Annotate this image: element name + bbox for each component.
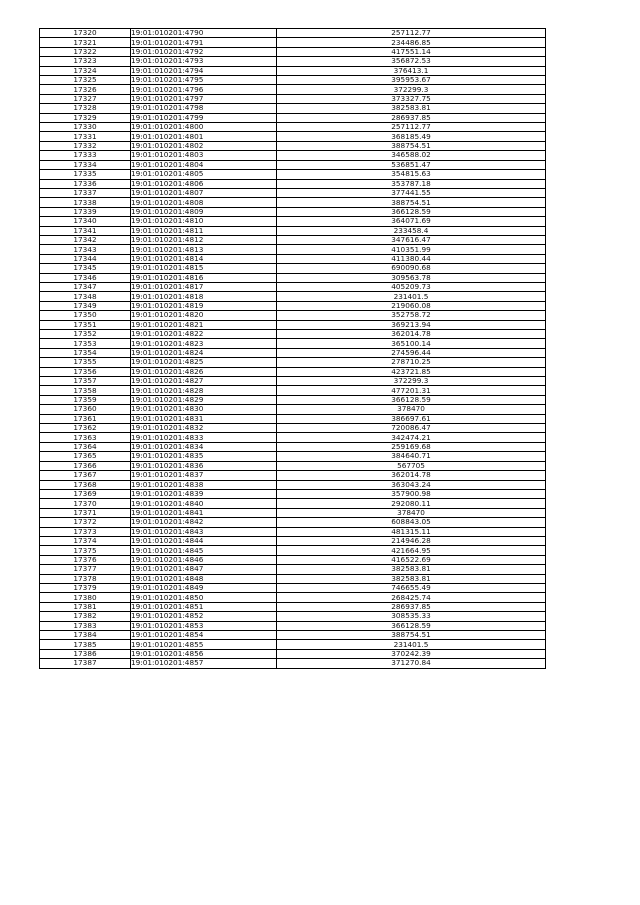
value-cell: 388754.51	[277, 141, 546, 150]
row-number-cell: 17358	[40, 386, 131, 395]
row-number-cell: 17350	[40, 311, 131, 320]
cadastral-number-cell: 19:01:010201:4849	[131, 583, 277, 592]
value-cell: 608843.05	[277, 518, 546, 527]
row-number-cell: 17372	[40, 518, 131, 527]
row-number-cell: 17329	[40, 113, 131, 122]
table-row	[40, 414, 546, 423]
table-row	[40, 141, 546, 150]
table-row	[40, 659, 546, 668]
table-row	[40, 612, 546, 621]
table-row	[40, 320, 546, 329]
value-cell: 423721.85	[277, 367, 546, 376]
value-cell: 481315.11	[277, 527, 546, 536]
cadastral-number-cell: 19:01:010201:4836	[131, 461, 277, 470]
value-cell: 421664.95	[277, 546, 546, 555]
value-cell: 366128.59	[277, 621, 546, 630]
value-cell: 366128.59	[277, 395, 546, 404]
row-number-cell: 17330	[40, 123, 131, 132]
cadastral-number-cell: 19:01:010201:4834	[131, 442, 277, 451]
table-row	[40, 424, 546, 433]
table-row	[40, 527, 546, 536]
cadastral-number-cell: 19:01:010201:4844	[131, 536, 277, 545]
value-cell: 417551.14	[277, 47, 546, 56]
row-number-cell: 17337	[40, 188, 131, 197]
table-row	[40, 273, 546, 282]
row-number-cell: 17370	[40, 499, 131, 508]
row-number-cell: 17374	[40, 536, 131, 545]
value-cell: 292080.11	[277, 499, 546, 508]
cadastral-number-cell: 19:01:010201:4799	[131, 113, 277, 122]
row-number-cell: 17347	[40, 282, 131, 291]
value-cell: 371270.84	[277, 659, 546, 668]
row-number-cell: 17361	[40, 414, 131, 423]
value-cell: 352758.72	[277, 311, 546, 320]
cadastral-number-cell: 19:01:010201:4805	[131, 170, 277, 179]
row-number-cell: 17324	[40, 66, 131, 75]
value-cell: 372299.3	[277, 85, 546, 94]
row-number-cell: 17326	[40, 85, 131, 94]
table-row	[40, 480, 546, 489]
value-cell: 234486.85	[277, 38, 546, 47]
cadastral-number-cell: 19:01:010201:4809	[131, 207, 277, 216]
table-row	[40, 170, 546, 179]
cadastral-number-cell: 19:01:010201:4835	[131, 452, 277, 461]
table-row	[40, 452, 546, 461]
cadastral-number-cell: 19:01:010201:4795	[131, 76, 277, 85]
row-number-cell: 17384	[40, 631, 131, 640]
cadastral-number-cell: 19:01:010201:4810	[131, 217, 277, 226]
table-row	[40, 621, 546, 630]
cadastral-number-cell: 19:01:010201:4820	[131, 311, 277, 320]
cadastral-number-cell: 19:01:010201:4813	[131, 245, 277, 254]
table-body	[40, 29, 546, 669]
value-cell: 366128.59	[277, 207, 546, 216]
table-row	[40, 471, 546, 480]
row-number-cell: 17328	[40, 104, 131, 113]
value-cell: 368185.49	[277, 132, 546, 141]
table-row	[40, 85, 546, 94]
table-row	[40, 442, 546, 451]
cadastral-number-cell: 19:01:010201:4842	[131, 518, 277, 527]
value-cell: 363043.24	[277, 480, 546, 489]
row-number-cell: 17356	[40, 367, 131, 376]
row-number-cell: 17342	[40, 235, 131, 244]
cadastral-number-cell: 19:01:010201:4845	[131, 546, 277, 555]
cadastral-number-cell: 19:01:010201:4846	[131, 555, 277, 564]
cadastral-number-cell: 19:01:010201:4815	[131, 264, 277, 273]
table-row	[40, 377, 546, 386]
cadastral-number-cell: 19:01:010201:4823	[131, 339, 277, 348]
cadastral-number-cell: 19:01:010201:4825	[131, 358, 277, 367]
table-row	[40, 282, 546, 291]
cadastral-number-cell: 19:01:010201:4852	[131, 612, 277, 621]
cadastral-number-cell: 19:01:010201:4804	[131, 160, 277, 169]
row-number-cell: 17341	[40, 226, 131, 235]
value-cell: 370242.39	[277, 649, 546, 658]
row-number-cell: 17340	[40, 217, 131, 226]
row-number-cell: 17366	[40, 461, 131, 470]
table-row	[40, 461, 546, 470]
value-cell: 354815.63	[277, 170, 546, 179]
value-cell: 378470	[277, 508, 546, 517]
value-cell: 384640.71	[277, 452, 546, 461]
table-row	[40, 367, 546, 376]
cadastral-number-cell: 19:01:010201:4832	[131, 424, 277, 433]
cadastral-number-cell: 19:01:010201:4812	[131, 235, 277, 244]
table-row	[40, 179, 546, 188]
cadastral-number-cell: 19:01:010201:4837	[131, 471, 277, 480]
cadastral-number-cell: 19:01:010201:4819	[131, 301, 277, 310]
value-cell: 690090.68	[277, 264, 546, 273]
table-row	[40, 235, 546, 244]
row-number-cell: 17362	[40, 424, 131, 433]
cadastral-number-cell: 19:01:010201:4855	[131, 640, 277, 649]
value-cell: 342474.21	[277, 433, 546, 442]
value-cell: 378470	[277, 405, 546, 414]
table-row	[40, 217, 546, 226]
value-cell: 536851.47	[277, 160, 546, 169]
table-row	[40, 499, 546, 508]
value-cell: 357900.98	[277, 489, 546, 498]
cadastral-number-cell: 19:01:010201:4793	[131, 57, 277, 66]
cadastral-number-cell: 19:01:010201:4803	[131, 151, 277, 160]
value-cell: 410351.99	[277, 245, 546, 254]
value-cell: 369213.94	[277, 320, 546, 329]
value-cell: 364071.69	[277, 217, 546, 226]
row-number-cell: 17343	[40, 245, 131, 254]
table-row	[40, 151, 546, 160]
cadastral-number-cell: 19:01:010201:4850	[131, 593, 277, 602]
table-row	[40, 113, 546, 122]
cadastral-number-cell: 19:01:010201:4847	[131, 565, 277, 574]
value-cell: 268425.74	[277, 593, 546, 602]
row-number-cell: 17336	[40, 179, 131, 188]
row-number-cell: 17348	[40, 292, 131, 301]
value-cell: 259169.68	[277, 442, 546, 451]
cadastral-number-cell: 19:01:010201:4843	[131, 527, 277, 536]
value-cell: 278710.25	[277, 358, 546, 367]
cadastral-number-cell: 19:01:010201:4824	[131, 348, 277, 357]
row-number-cell: 17327	[40, 94, 131, 103]
row-number-cell: 17351	[40, 320, 131, 329]
row-number-cell: 17375	[40, 546, 131, 555]
row-number-cell: 17325	[40, 76, 131, 85]
cadastral-number-cell: 19:01:010201:4839	[131, 489, 277, 498]
cadastral-number-cell: 19:01:010201:4829	[131, 395, 277, 404]
row-number-cell: 17332	[40, 141, 131, 150]
table-row	[40, 57, 546, 66]
cadastral-number-cell: 19:01:010201:4797	[131, 94, 277, 103]
value-cell: 382583.81	[277, 565, 546, 574]
table-row	[40, 386, 546, 395]
row-number-cell: 17364	[40, 442, 131, 451]
table-row	[40, 602, 546, 611]
table-row	[40, 574, 546, 583]
row-number-cell: 17369	[40, 489, 131, 498]
table-row	[40, 593, 546, 602]
row-number-cell: 17381	[40, 602, 131, 611]
value-cell: 356872.53	[277, 57, 546, 66]
cadastral-number-cell: 19:01:010201:4791	[131, 38, 277, 47]
cadastral-number-cell: 19:01:010201:4826	[131, 367, 277, 376]
value-cell: 274596.44	[277, 348, 546, 357]
table-row	[40, 583, 546, 592]
row-number-cell: 17380	[40, 593, 131, 602]
row-number-cell: 17321	[40, 38, 131, 47]
row-number-cell: 17363	[40, 433, 131, 442]
value-cell: 362014.78	[277, 471, 546, 480]
row-number-cell: 17331	[40, 132, 131, 141]
table-row	[40, 292, 546, 301]
table-row	[40, 132, 546, 141]
row-number-cell: 17378	[40, 574, 131, 583]
value-cell: 231401.5	[277, 292, 546, 301]
row-number-cell: 17368	[40, 480, 131, 489]
value-cell: 353787.18	[277, 179, 546, 188]
value-cell: 346588.02	[277, 151, 546, 160]
table-row	[40, 123, 546, 132]
row-number-cell: 17339	[40, 207, 131, 216]
table-row	[40, 207, 546, 216]
value-cell: 286937.85	[277, 113, 546, 122]
value-cell: 372299.3	[277, 377, 546, 386]
row-number-cell: 17367	[40, 471, 131, 480]
row-number-cell: 17359	[40, 395, 131, 404]
row-number-cell: 17377	[40, 565, 131, 574]
row-number-cell: 17349	[40, 301, 131, 310]
table-row	[40, 546, 546, 555]
value-cell: 386697.61	[277, 414, 546, 423]
row-number-cell: 17385	[40, 640, 131, 649]
table-row	[40, 264, 546, 273]
table-row	[40, 94, 546, 103]
table-row	[40, 226, 546, 235]
row-number-cell: 17365	[40, 452, 131, 461]
table-row	[40, 245, 546, 254]
row-number-cell: 17346	[40, 273, 131, 282]
cadastral-number-cell: 19:01:010201:4854	[131, 631, 277, 640]
value-cell: 395953.67	[277, 76, 546, 85]
value-cell: 286937.85	[277, 602, 546, 611]
value-cell: 411380.44	[277, 254, 546, 263]
cadastral-number-cell: 19:01:010201:4796	[131, 85, 277, 94]
table-row	[40, 38, 546, 47]
value-cell: 567705	[277, 461, 546, 470]
cadastral-number-cell: 19:01:010201:4838	[131, 480, 277, 489]
table-row	[40, 631, 546, 640]
cadastral-number-cell: 19:01:010201:4840	[131, 499, 277, 508]
cadastral-number-cell: 19:01:010201:4828	[131, 386, 277, 395]
cadastral-number-cell: 19:01:010201:4814	[131, 254, 277, 263]
table-row	[40, 508, 546, 517]
value-cell: 309563.78	[277, 273, 546, 282]
cadastral-number-cell: 19:01:010201:4806	[131, 179, 277, 188]
cadastral-number-cell: 19:01:010201:4830	[131, 405, 277, 414]
value-cell: 347616.47	[277, 235, 546, 244]
cadastral-number-cell: 19:01:010201:4801	[131, 132, 277, 141]
cadastral-number-cell: 19:01:010201:4818	[131, 292, 277, 301]
value-cell: 376413.1	[277, 66, 546, 75]
value-cell: 219060.08	[277, 301, 546, 310]
row-number-cell: 17344	[40, 254, 131, 263]
row-number-cell: 17382	[40, 612, 131, 621]
cadastral-number-cell: 19:01:010201:4856	[131, 649, 277, 658]
row-number-cell: 17334	[40, 160, 131, 169]
table-row	[40, 188, 546, 197]
cadastral-number-cell: 19:01:010201:4792	[131, 47, 277, 56]
cadastral-number-cell: 19:01:010201:4790	[131, 29, 277, 38]
cadastral-number-cell: 19:01:010201:4821	[131, 320, 277, 329]
row-number-cell: 17371	[40, 508, 131, 517]
cadastral-number-cell: 19:01:010201:4817	[131, 282, 277, 291]
table-row	[40, 555, 546, 564]
table-row	[40, 649, 546, 658]
table-row	[40, 104, 546, 113]
cadastral-number-cell: 19:01:010201:4816	[131, 273, 277, 282]
row-number-cell: 17383	[40, 621, 131, 630]
value-cell: 257112.77	[277, 29, 546, 38]
value-cell: 382583.81	[277, 104, 546, 113]
row-number-cell: 17345	[40, 264, 131, 273]
value-cell: 257112.77	[277, 123, 546, 132]
value-cell: 720086.47	[277, 424, 546, 433]
row-number-cell: 17386	[40, 649, 131, 658]
table-row	[40, 518, 546, 527]
cadastral-number-cell: 19:01:010201:4833	[131, 433, 277, 442]
table-row	[40, 311, 546, 320]
value-cell: 388754.51	[277, 198, 546, 207]
row-number-cell: 17360	[40, 405, 131, 414]
value-cell: 365100.14	[277, 339, 546, 348]
table-row	[40, 198, 546, 207]
value-cell: 362014.78	[277, 330, 546, 339]
table-row	[40, 395, 546, 404]
table-row	[40, 536, 546, 545]
cadastral-number-cell: 19:01:010201:4831	[131, 414, 277, 423]
cadastral-number-cell: 19:01:010201:4857	[131, 659, 277, 668]
cadastral-number-cell: 19:01:010201:4802	[131, 141, 277, 150]
value-cell: 382583.81	[277, 574, 546, 583]
row-number-cell: 17322	[40, 47, 131, 56]
row-number-cell: 17376	[40, 555, 131, 564]
row-number-cell: 17354	[40, 348, 131, 357]
table-row	[40, 254, 546, 263]
value-cell: 377441.55	[277, 188, 546, 197]
value-cell: 746655.49	[277, 583, 546, 592]
table-row	[40, 339, 546, 348]
cadastral-number-cell: 19:01:010201:4811	[131, 226, 277, 235]
value-cell: 308535.33	[277, 612, 546, 621]
table-row	[40, 358, 546, 367]
row-number-cell: 17357	[40, 377, 131, 386]
cadastral-number-cell: 19:01:010201:4794	[131, 66, 277, 75]
value-cell: 373327.75	[277, 94, 546, 103]
value-cell: 233458.4	[277, 226, 546, 235]
table-row	[40, 433, 546, 442]
table-row	[40, 405, 546, 414]
table-row	[40, 640, 546, 649]
cadastral-number-cell: 19:01:010201:4853	[131, 621, 277, 630]
table-row	[40, 330, 546, 339]
row-number-cell: 17335	[40, 170, 131, 179]
table-row	[40, 76, 546, 85]
cadastral-number-cell: 19:01:010201:4798	[131, 104, 277, 113]
row-number-cell: 17355	[40, 358, 131, 367]
value-cell: 405209.73	[277, 282, 546, 291]
table-row	[40, 348, 546, 357]
table-row	[40, 160, 546, 169]
row-number-cell: 17320	[40, 29, 131, 38]
row-number-cell: 17379	[40, 583, 131, 592]
value-cell: 477201.31	[277, 386, 546, 395]
row-number-cell: 17387	[40, 659, 131, 668]
cadastral-number-cell: 19:01:010201:4800	[131, 123, 277, 132]
table-row	[40, 489, 546, 498]
table-row	[40, 29, 546, 38]
cadastral-number-cell: 19:01:010201:4827	[131, 377, 277, 386]
data-table	[39, 28, 546, 669]
value-cell: 388754.51	[277, 631, 546, 640]
cadastral-number-cell: 19:01:010201:4808	[131, 198, 277, 207]
row-number-cell: 17352	[40, 330, 131, 339]
cadastral-number-cell: 19:01:010201:4851	[131, 602, 277, 611]
table-row	[40, 301, 546, 310]
row-number-cell: 17338	[40, 198, 131, 207]
row-number-cell: 17333	[40, 151, 131, 160]
table-row	[40, 47, 546, 56]
table-row	[40, 66, 546, 75]
cadastral-number-cell: 19:01:010201:4848	[131, 574, 277, 583]
value-cell: 214946.28	[277, 536, 546, 545]
row-number-cell: 17323	[40, 57, 131, 66]
value-cell: 416522.69	[277, 555, 546, 564]
value-cell: 231401.5	[277, 640, 546, 649]
cadastral-number-cell: 19:01:010201:4822	[131, 330, 277, 339]
row-number-cell: 17353	[40, 339, 131, 348]
row-number-cell: 17373	[40, 527, 131, 536]
table-row	[40, 565, 546, 574]
cadastral-number-cell: 19:01:010201:4807	[131, 188, 277, 197]
cadastral-number-cell: 19:01:010201:4841	[131, 508, 277, 517]
